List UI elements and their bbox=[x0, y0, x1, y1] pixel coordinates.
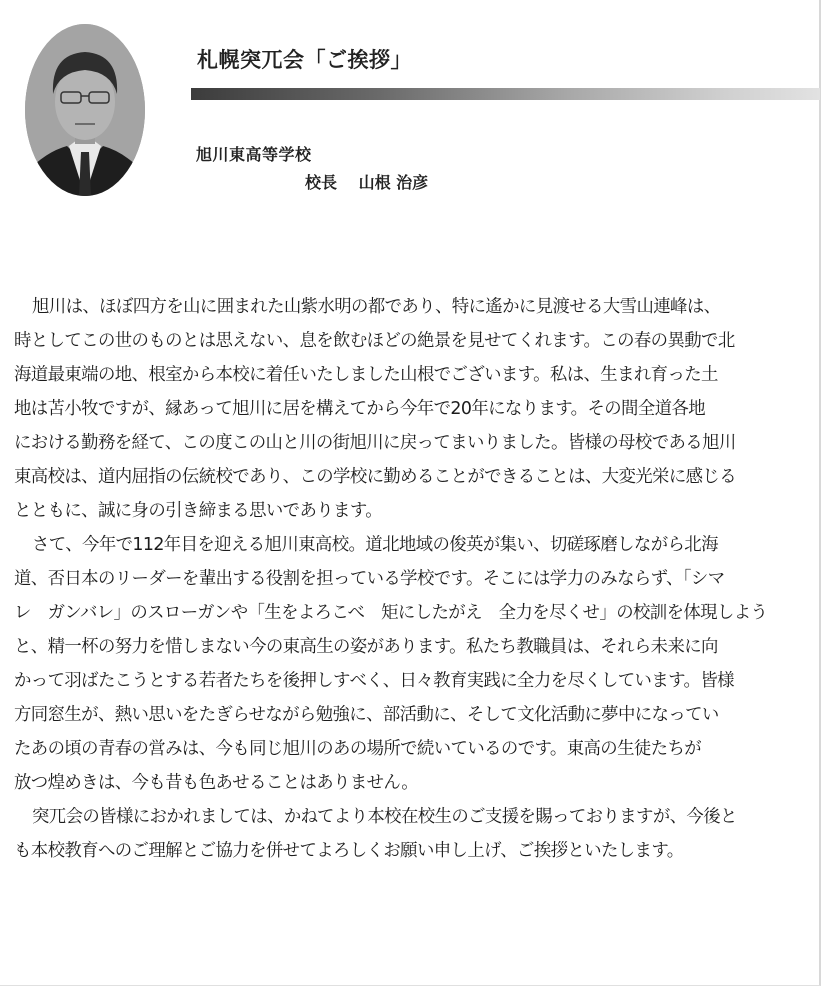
text-line: かって羽ばたこうとする若者たちを後押しすべく、日々教育実践に全力を尽くしています。皆様 bbox=[14, 671, 734, 691]
principal-portrait bbox=[25, 24, 145, 196]
text-line: たあの頃の青春の営みは、今も同じ旭川のあの場所で続いているのです。東高の生徒たちが bbox=[14, 739, 702, 759]
page-title: 札幌突兀会「ご挨拶」 bbox=[197, 48, 412, 72]
text-line: における勤務を経て、この度この山と川の街旭川に戻ってまいりました。皆様の母校である旭川 bbox=[14, 433, 736, 453]
title-divider-bar bbox=[191, 88, 820, 100]
paragraph-1 bbox=[14, 290, 814, 528]
text-line: レ ガンバレ」のスローガンや「生をよろこべ 矩にしたがえ 全力を尽くせ」の校訓を体現しよう bbox=[14, 603, 768, 623]
portrait-photo-icon bbox=[25, 24, 145, 196]
text-line: と、精一杯の努力を惜しまない今の東高生の姿があります。私たち教職員は、それら未来に向 bbox=[14, 637, 718, 657]
text-line: とともに、誠に身の引き締まる思いであります。 bbox=[14, 501, 383, 521]
text-line: 海道最東端の地、根室から本校に着任いたしました山根でございます。私は、生まれ育った土 bbox=[14, 365, 718, 385]
text-line: 突兀会の皆様におかれましては、かねてより本校在校生のご支援を賜っておりますが、今後と bbox=[32, 807, 737, 827]
text-line: 地は苫小牧ですが、縁あって旭川に居を構えてから今年で20年になります。その間全道各地 bbox=[14, 399, 705, 419]
principal-name-line: 校長 山根 治彦 bbox=[305, 173, 429, 192]
text-line: 方同窓生が、熱い思いをたぎらせながら勉強に、部活動に、そして文化活動に夢中になってい bbox=[14, 705, 719, 725]
text-line: 放つ煌めきは、今も昔も色あせることはありません。 bbox=[14, 773, 419, 793]
paragraph-3 bbox=[14, 800, 814, 868]
text-line: 東高校は、道内屈指の伝統校であり、この学校に勤めることができることは、大変光栄に感じる bbox=[14, 467, 737, 487]
greeting-body bbox=[14, 290, 814, 868]
text-line: 道、否日本のリーダーを輩出する役割を担っている学校です。そこには学力のみならず、「シマ bbox=[14, 569, 725, 589]
paragraph-2 bbox=[14, 528, 814, 800]
school-name: 旭川東高等学校 bbox=[196, 145, 312, 164]
text-line: さて、今年で112年目を迎える旭川東高校。道北地域の俊英が集い、切磋琢磨しながら北海 bbox=[32, 535, 718, 555]
text-line: 旭川は、ほぼ四方を山に囲まれた山紫水明の都であり、特に遙かに見渡せる大雪山連峰は、 bbox=[32, 297, 721, 317]
text-line: も本校教育へのご理解とご協力を併せてよろしくお願い申し上げ、ご挨拶といたします。 bbox=[14, 841, 684, 861]
text-line: 時としてこの世のものとは思えない、息を飲むほどの絶景を見せてくれます。この春の異動で北 bbox=[14, 331, 735, 351]
